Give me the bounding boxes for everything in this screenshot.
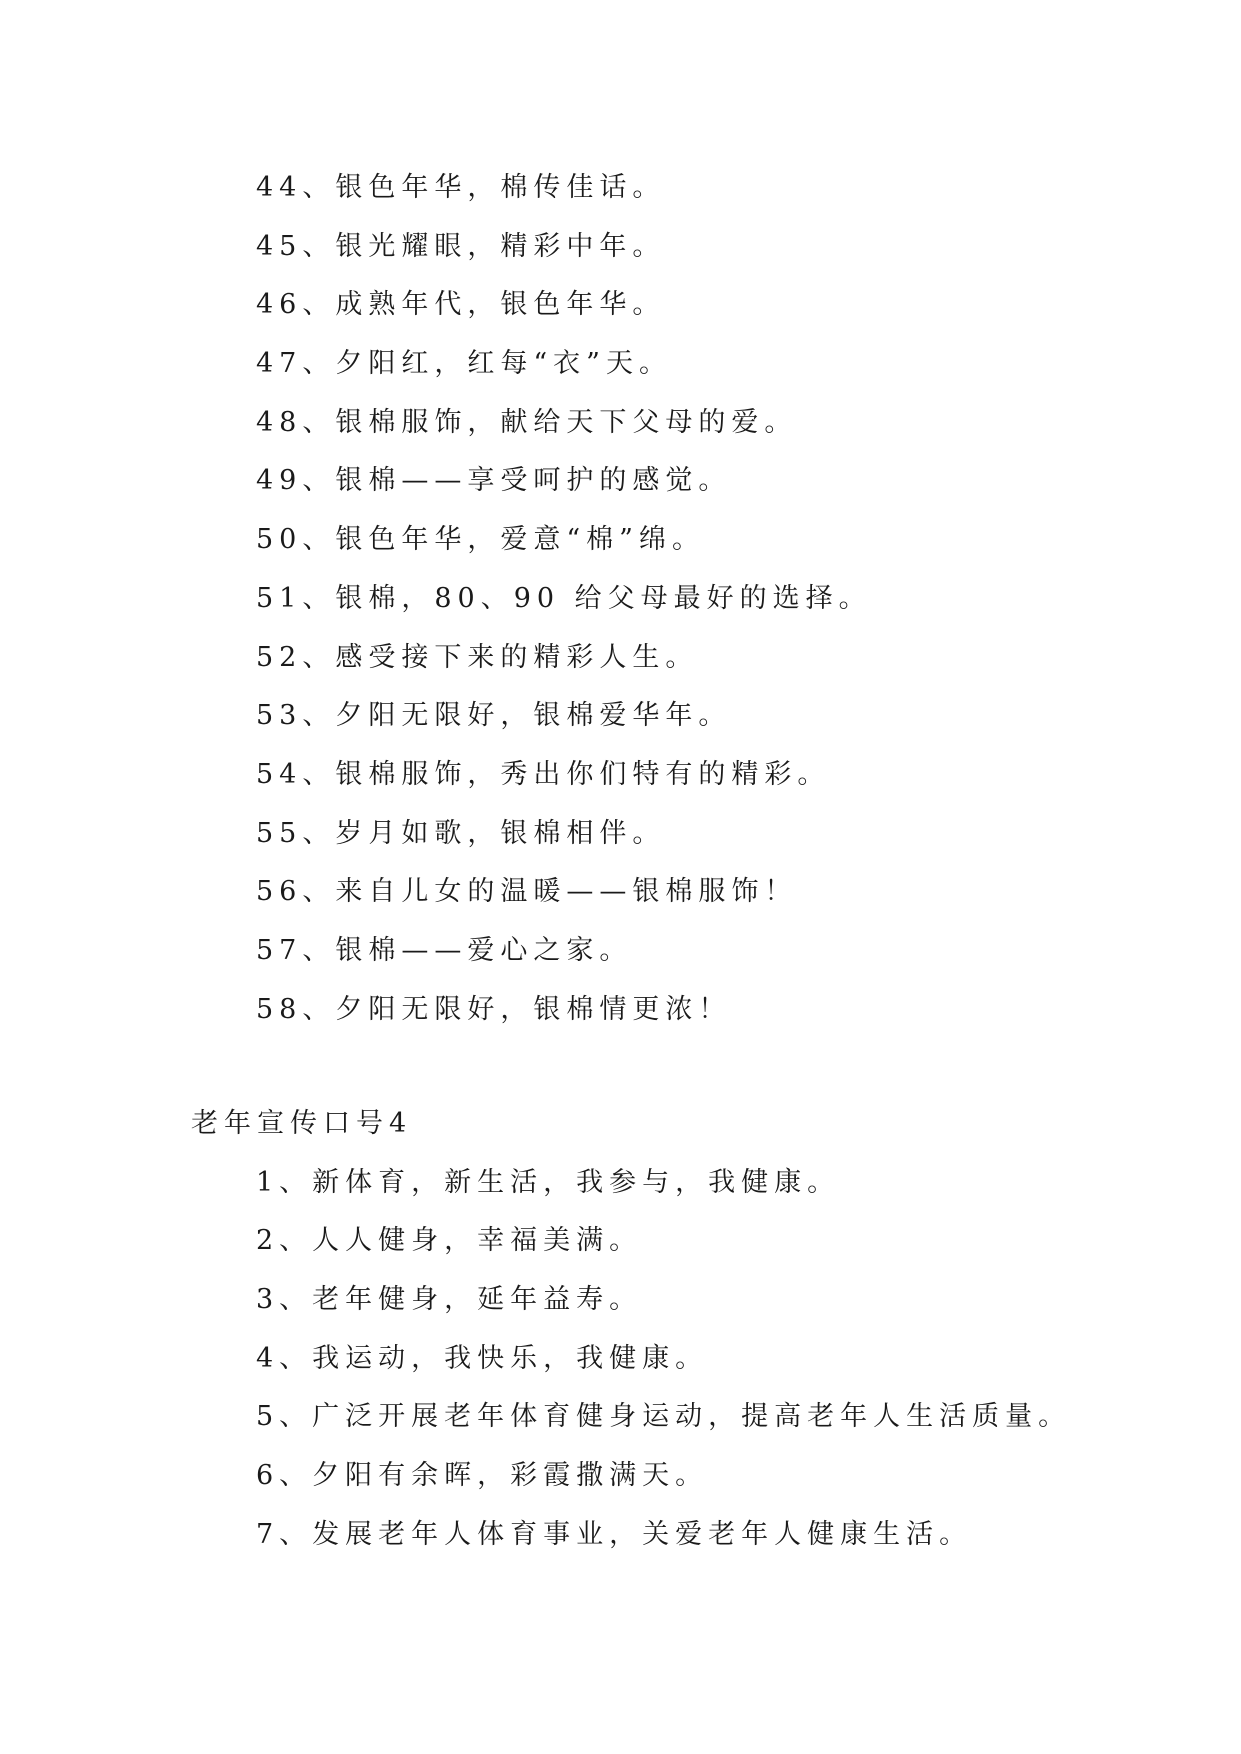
- section-heading: 老年宣传口号4: [191, 1108, 413, 1139]
- list-item: 54、银棉服饰，秀出你们特有的精彩。: [256, 758, 831, 790]
- list-item: 58、夕阳无限好，银棉情更浓！: [256, 993, 732, 1025]
- list-item: 53、夕阳无限好，银棉爱华年。: [256, 700, 732, 732]
- list-item: 5、广泛开展老年体育健身运动，提高老年人生活质量。: [256, 1401, 1072, 1433]
- list-item: 55、岁月如歌，银棉相伴。: [256, 817, 666, 849]
- list-item: 2、人人健身，幸福美满。: [256, 1225, 643, 1257]
- list-item: 57、银棉——爱心之家。: [256, 934, 633, 966]
- list-item: 50、银色年华，爱意“棉”绵。: [256, 524, 705, 556]
- list-item: 7、发展老年人体育事业，关爱老年人健康生活。: [256, 1518, 973, 1550]
- list-item: 44、银色年华，棉传佳话。: [256, 172, 666, 203]
- list-item: 56、来自儿女的温暖——银棉服饰！: [256, 876, 798, 908]
- list-item: 48、银棉服饰，献给天下父母的爱。: [256, 406, 798, 438]
- list-item: 51、银棉，80、90 给父母最好的选择。: [256, 582, 872, 614]
- list-item: 6、夕阳有余晖，彩霞撒满天。: [256, 1460, 709, 1492]
- list-item: 52、感受接下来的精彩人生。: [256, 641, 699, 673]
- slogan-section-four: [0, 1095, 1241, 1565]
- list-item: 47、夕阳红，红每“衣”天。: [256, 348, 672, 380]
- slogan-list-previous: [0, 159, 1241, 1039]
- list-item: 49、银棉——享受呵护的感觉。: [256, 465, 732, 497]
- list-item: 45、银光耀眼，精彩中年。: [256, 230, 666, 262]
- list-item: 4、我运动，我快乐，我健康。: [256, 1342, 709, 1374]
- list-item: 3、老年健身，延年益寿。: [256, 1284, 643, 1316]
- list-item: 1、新体育，新生活，我参与，我健康。: [256, 1166, 841, 1198]
- list-item: 46、成熟年代，银色年华。: [256, 289, 666, 321]
